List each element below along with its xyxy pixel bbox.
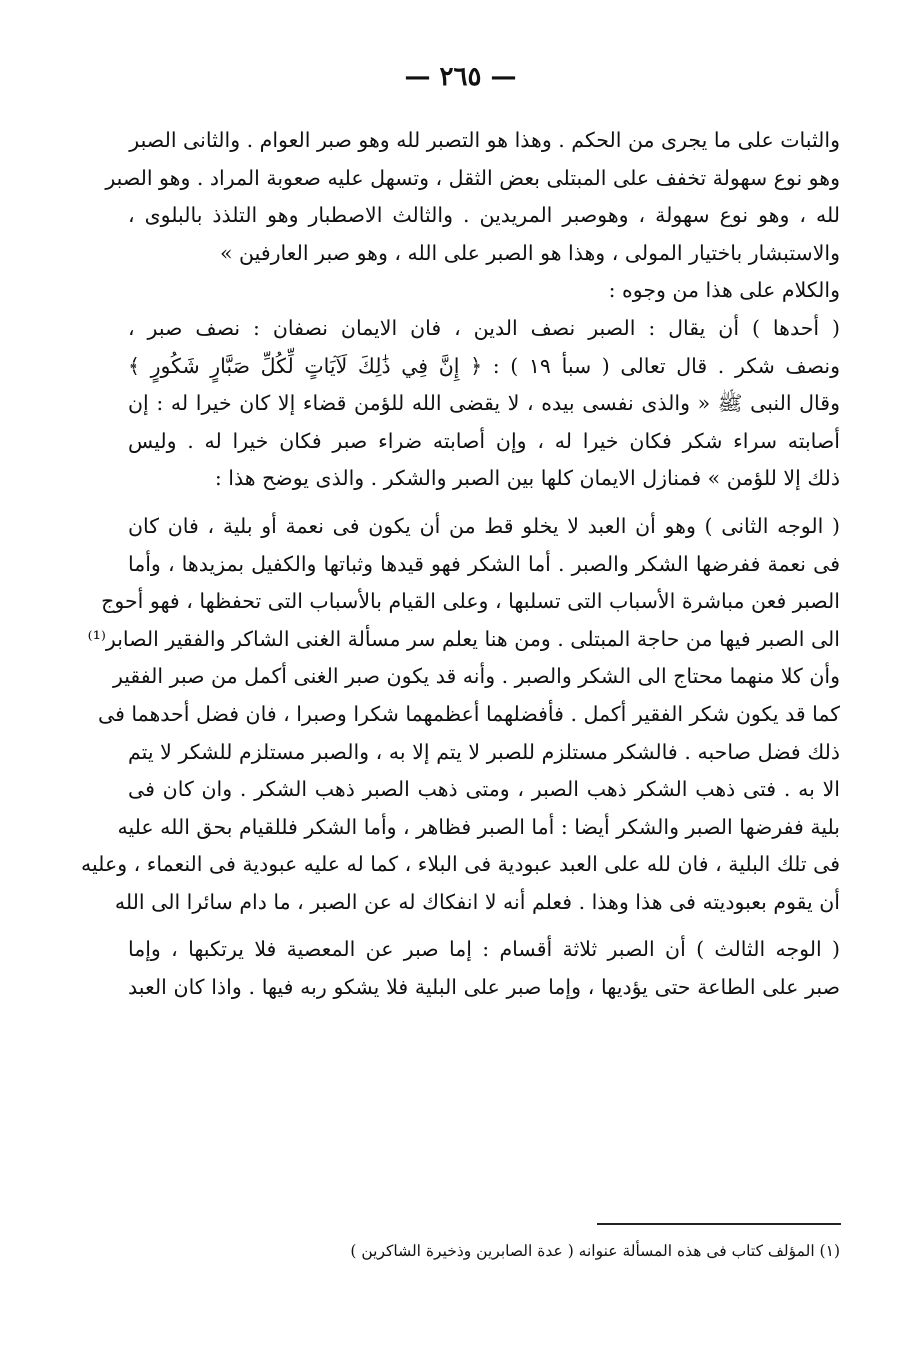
text-line: وأن كلا منهما محتاج الى الشكر والصبر . وأنه قد يكون صبر الغنى أكمل من صبر الفقير bbox=[112, 664, 840, 689]
text-line: كما قد يكون شكر الفقير أكمل . فأفضلهما أعظمهما شكرا وصبرا ، فان فضل أحدهما فى bbox=[97, 701, 840, 726]
text-line: والكلام على هذا من وجوه : bbox=[608, 278, 840, 303]
text-line: ذلك إلا للؤمن » فمنازل الايمان كلها بين الصبر والشكر . والذى يوضح هذا : bbox=[214, 466, 840, 491]
text-line: ( الوجه الثالث ) أن الصبر ثلاثة أقسام : إما صبر عن المعصية فلا يرتكبها ، وإما bbox=[128, 937, 840, 962]
text-line: وقال النبى ﷺ « والذى نفسى بيده ، لا يقضى الله للؤمن قضاء إلا كان خيرا له : إن bbox=[128, 391, 840, 416]
text-line: بلية ففرضها الصبر والشكر أيضا : أما الصبر فظاهر ، وأما الشكر فللقيام بحق الله عليه bbox=[117, 814, 840, 839]
text-line: ( أحدها ) أن يقال : الصبر نصف الدين ، فان الايمان نصفان : نصف صبر ، bbox=[128, 315, 840, 340]
text-line: لله ، وهو نوع سهولة ، وهوصبر المريدين . والثالث الاصطبار وهو التلذذ بالبلوى ، bbox=[128, 203, 840, 228]
text-line: وهو نوع سهولة تخفف على المبتلى بعض الثقل ، وتسهل عليه صعوبة المراد . وهو الصبر bbox=[105, 165, 840, 190]
text-line: الا به . فتى ذهب الشكر ذهب الصبر ، ومتى ذهب الصبر ذهب الشكر . وان كان فى bbox=[128, 777, 840, 802]
text-line: والثبات على ما يجرى من الحكم . وهذا هو التصبر لله وهو صبر العوام . والثانى الصبر bbox=[129, 128, 840, 152]
text-line: الى الصبر فيها من حاجة المبتلى . ومن هنا يعلم سر مسألة الغنى الشاكر والفقير الصابر⁽¹⁾ bbox=[87, 626, 840, 651]
text-line: أصابته سراء شكر فكان خيرا له ، وإن أصابته ضراء صبر فكان خيرا له . وليس bbox=[128, 428, 840, 453]
footnote-divider bbox=[597, 1223, 841, 1225]
footnote: (١) المؤلف كتاب فى هذه المسألة عنوانه ( عدة الصابرين وذخيرة الشاكرين ) bbox=[350, 1242, 840, 1260]
body-text bbox=[81, 122, 840, 1007]
page-number: — ٢٦٥ — bbox=[404, 62, 517, 92]
text-line: صبر على الطاعة حتى يؤديها ، وإما صبر على البلية فلا يشكو ربه فيها . واذا كان العبد bbox=[128, 975, 840, 1000]
quran-verse-line: ونصف شكر . قال تعالى ( سبأ ١٩ ) : ﴿ إِنَّ فِي ذَٰلِكَ لَآيَاتٍ لِّكُلِّ صَبَّارٍ شَكُورٍ ﴾ bbox=[128, 353, 840, 378]
text-line: فى نعمة ففرضها الشكر والصبر . أما الشكر فهو قيدها وثباتها والكفيل بمزيدها ، وأما bbox=[128, 551, 840, 576]
text-line: فى تلك البلية ، فان لله على العبد عبودية فى البلاء ، كما له عليه عبودية فى النعماء ، وعليه bbox=[81, 852, 840, 877]
text-line: ( الوجه الثانى ) وهو أن العبد لا يخلو قط من أن يكون فى نعمة أو بلية ، فان كان bbox=[128, 513, 840, 538]
text-line: أن يقوم بعبوديته فى هذا وهذا . فعلم أنه لا انفكاك له عن الصبر ، ما دام سائرا الى الله bbox=[114, 889, 840, 914]
text-line: والاستبشار باختيار المولى ، وهذا هو الصبر على الله ، وهو صبر العارفين » bbox=[220, 240, 840, 265]
text-line: ذلك فضل صاحبه . فالشكر مستلزم للصبر لا يتم إلا به ، والصبر مستلزم للشكر لا يتم bbox=[128, 739, 840, 764]
text-line: الصبر فعن مباشرة الأسباب التى تسلبها ، وعلى القيام بالأسباب التى تحفظها ، فهو أحوج bbox=[101, 589, 840, 614]
